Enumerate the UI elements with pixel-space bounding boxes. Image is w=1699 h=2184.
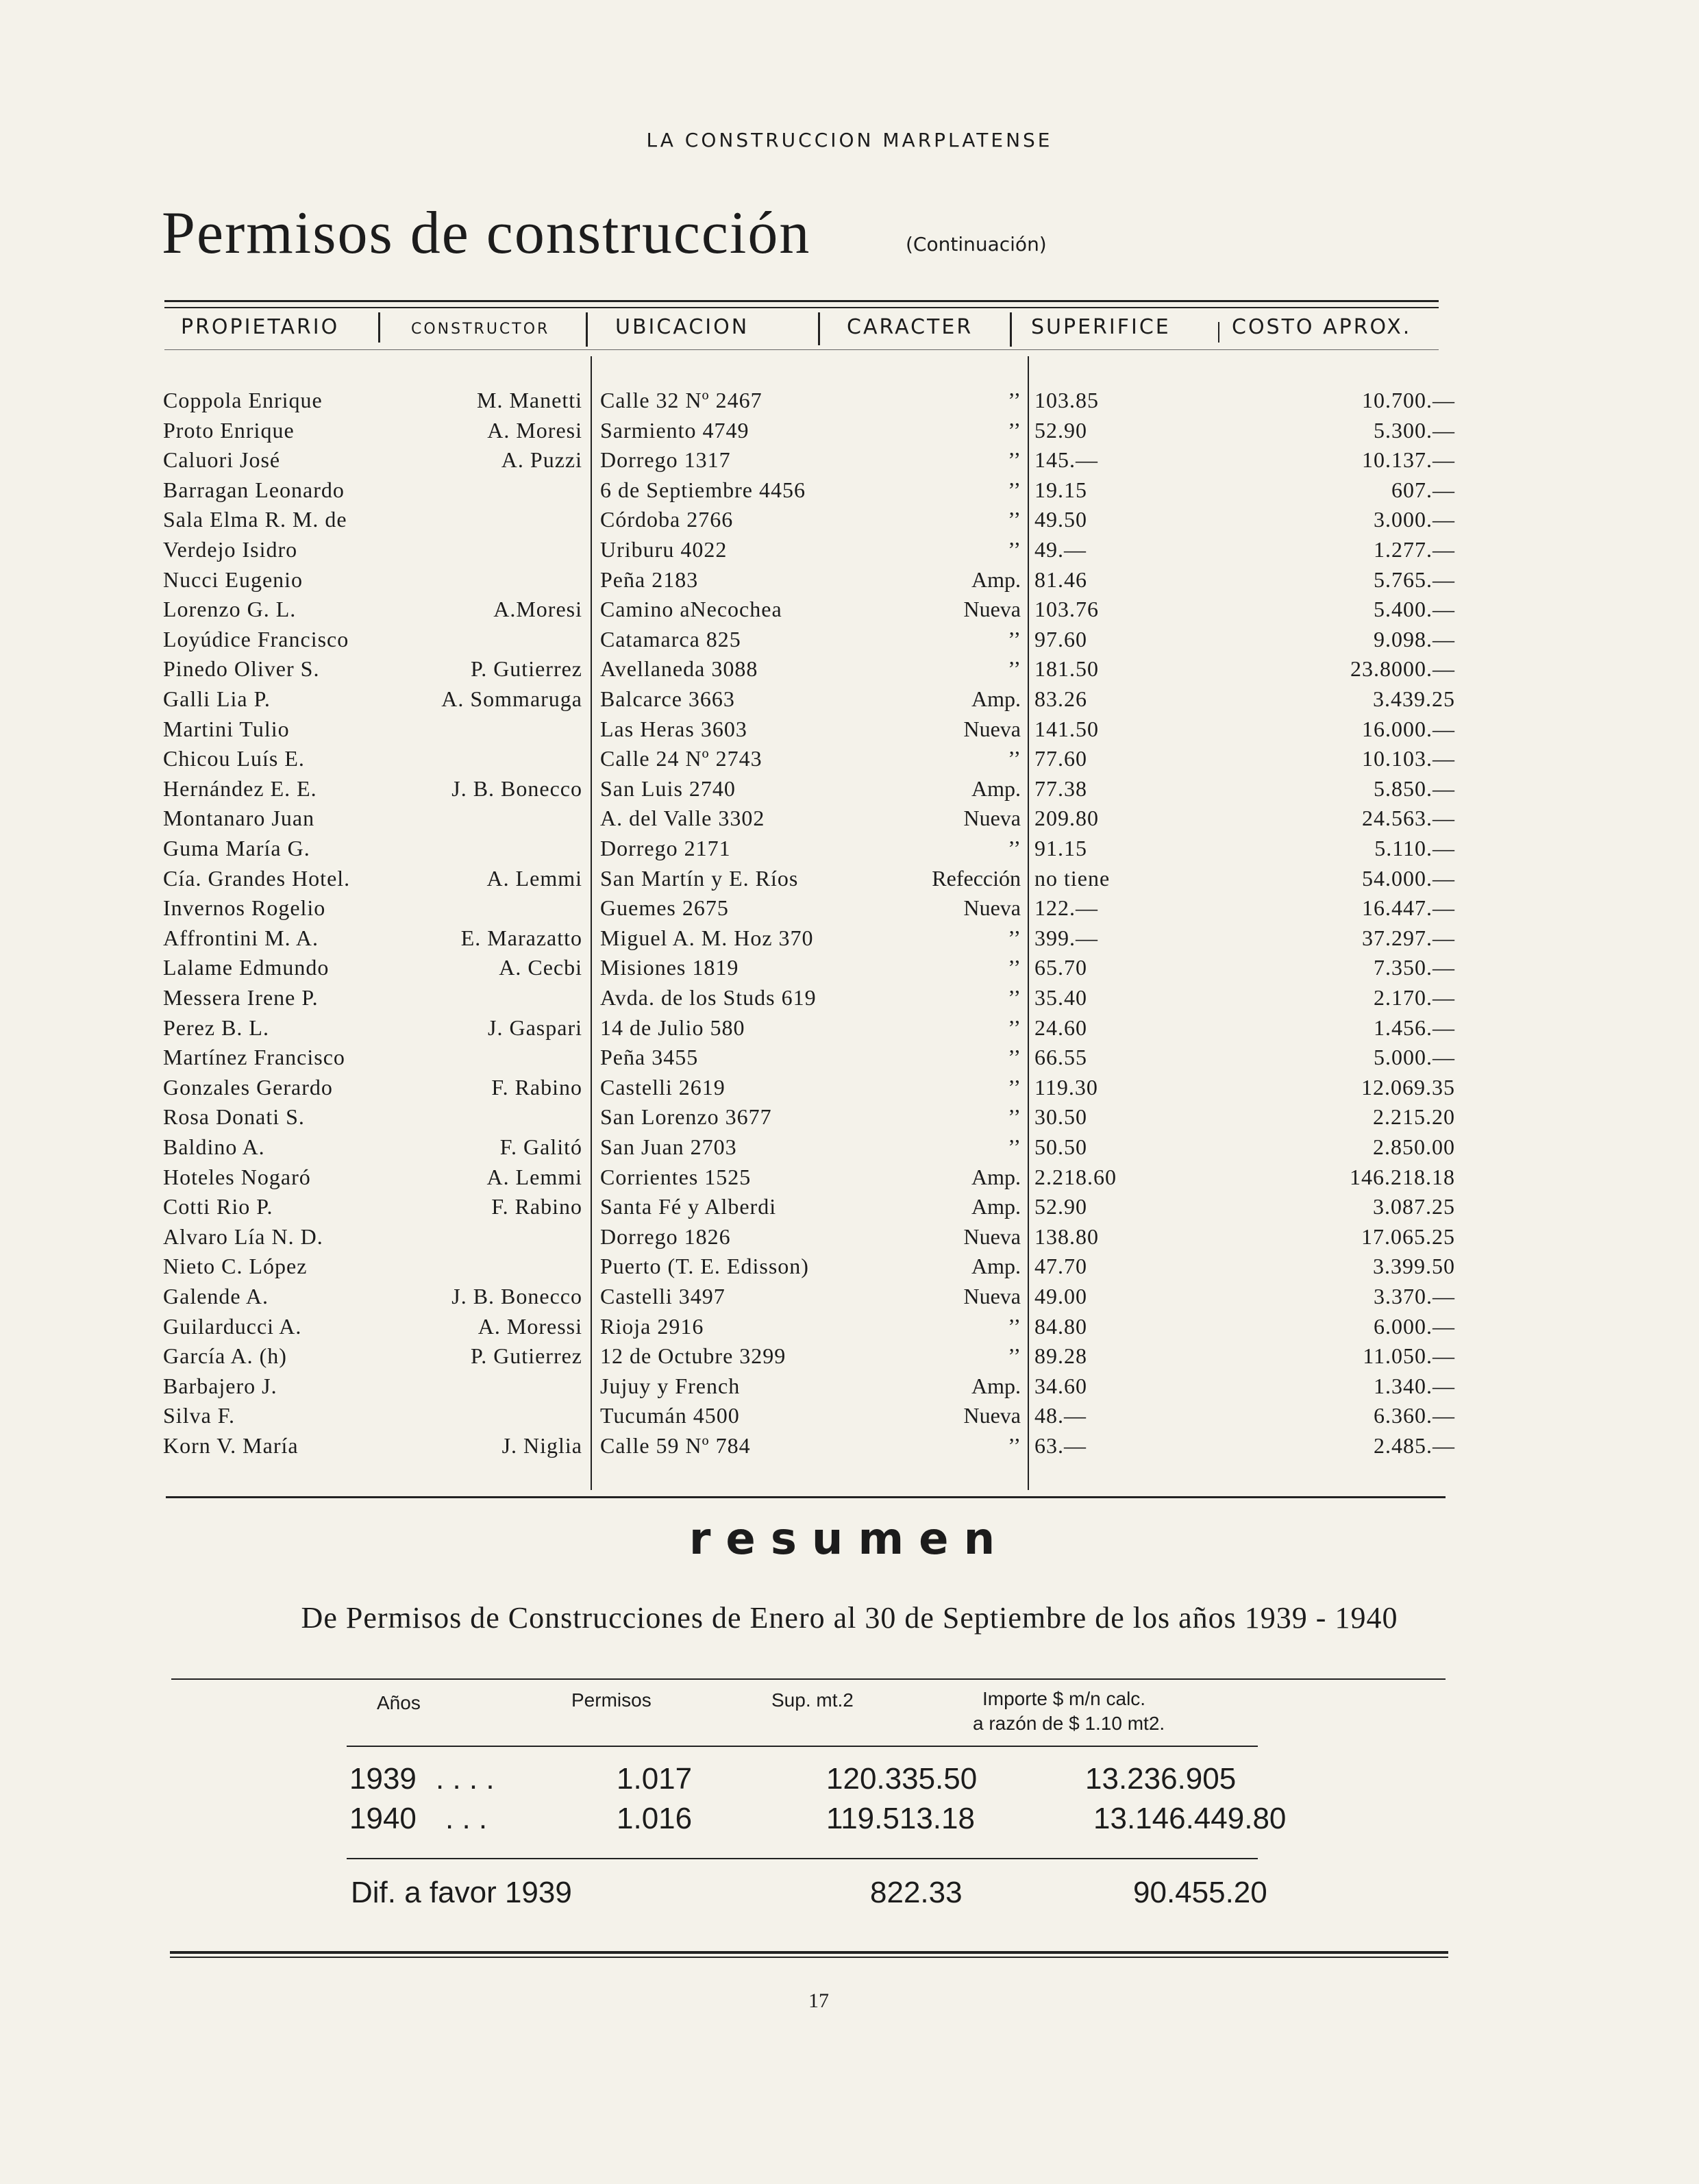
ubicacion-cell: San Juan 2703 [600,1134,737,1159]
costo-cell: 146.218.18 [1350,1164,1455,1189]
propietario-cell: Lorenzo G. L. [163,597,297,622]
superficie-cell: 83.26 [1034,686,1087,711]
caracter-cell: ’’ [1008,836,1021,860]
propietario-cell: Galende A. [163,1284,269,1308]
ubicacion-cell: Peña 2183 [600,567,699,592]
caracter-cell: Amp. [971,1373,1021,1398]
table-top-rule [164,300,1439,302]
table-top-rule-2 [164,307,1439,308]
constructor-cell: A.Moresi [493,597,582,622]
costo-cell: 607.— [1391,477,1455,502]
costo-cell: 17.065.25 [1361,1224,1455,1249]
resumen-diff-sup: 822.33 [870,1876,963,1909]
table-row [0,656,1699,686]
superficie-cell: 81.46 [1034,567,1087,592]
costo-cell: 10.103.— [1362,746,1455,771]
ubicacion-cell: Balcarce 3663 [600,686,735,711]
propietario-cell: Hernández E. E. [163,775,317,801]
page-title: Permisos de construcción [162,200,811,266]
propietario-cell: Gonzales Gerardo [163,1074,333,1100]
ubicacion-cell: Dorrego 2171 [600,836,731,860]
superficie-cell: 97.60 [1034,626,1087,652]
superficie-cell: 91.15 [1034,836,1087,860]
caracter-cell: ’’ [1008,388,1021,412]
propietario-cell: Baldino A. [163,1134,265,1159]
costo-cell: 24.563.— [1362,806,1455,831]
caracter-cell: Amp. [971,686,1021,711]
superficie-cell: 103.76 [1034,597,1099,622]
ubicacion-cell: Castelli 2619 [600,1074,726,1100]
superficie-cell: 103.85 [1034,388,1099,412]
ubicacion-cell: Dorrego 1826 [600,1224,731,1249]
costo-cell: 5.110.— [1374,836,1455,860]
costo-cell: 6.360.— [1374,1403,1455,1428]
column-header-caracter: CARACTER [847,315,973,339]
propietario-cell: Caluori José [163,447,281,473]
propietario-cell: Nieto C. López [163,1254,308,1279]
ubicacion-cell: Calle 32 Nº 2467 [600,388,762,412]
superficie-cell: 209.80 [1034,806,1099,831]
superficie-cell: 52.90 [1034,1194,1087,1219]
table-row [0,985,1699,1015]
propietario-cell: Alvaro Lía N. D. [163,1224,323,1249]
ubicacion-cell: Corrientes 1525 [600,1164,752,1189]
costo-cell: 1.456.— [1374,1015,1455,1040]
table-row [0,895,1699,925]
superficie-cell: 35.40 [1034,985,1087,1010]
ubicacion-cell: Uriburu 4022 [600,537,728,562]
table-row [0,1224,1699,1254]
propietario-cell: Nucci Eugenio [163,567,303,592]
superficie-cell: 66.55 [1034,1045,1087,1070]
caracter-cell: ’’ [1008,1433,1021,1458]
table-row [0,1374,1699,1403]
resumen-row-1940-sup: 119.513.18 [826,1802,975,1835]
ubicacion-cell: 12 de Octubre 3299 [600,1343,786,1369]
table-row [0,1165,1699,1194]
propietario-cell: Martínez Francisco [163,1045,345,1070]
costo-cell: 6.000.— [1374,1313,1455,1339]
superficie-cell: 77.60 [1034,746,1087,771]
superficie-cell: 50.50 [1034,1134,1087,1159]
table-row [0,418,1699,447]
table-row [0,567,1699,597]
costo-cell: 1.277.— [1374,537,1455,562]
superficie-cell: 2.218.60 [1034,1164,1117,1189]
table-row [0,477,1699,507]
ubicacion-cell: Rioja 2916 [600,1313,704,1339]
header-divider [378,312,380,343]
resumen-total-rule [347,1858,1258,1859]
resumen-header-rule [347,1746,1258,1747]
superficie-cell: 122.— [1034,895,1098,921]
header-divider [1010,312,1012,347]
caracter-cell: Nueva [963,1224,1021,1249]
resumen-bottom-rule [170,1951,1448,1954]
superficie-cell: 63.— [1034,1433,1087,1458]
constructor-cell: A. Moressi [478,1313,582,1339]
propietario-cell: Guma María G. [163,836,310,860]
table-row [0,1343,1699,1373]
caracter-cell: ’’ [1008,955,1021,980]
caracter-cell: ’’ [1008,537,1021,562]
table-row [0,717,1699,746]
caracter-cell: Nueva [963,895,1021,921]
superficie-cell: 52.90 [1034,417,1087,443]
table-row [0,806,1699,835]
caracter-cell: Amp. [971,1254,1021,1279]
constructor-cell: J. Gaspari [488,1015,582,1040]
caracter-cell: Amp. [971,567,1021,592]
propietario-cell: Guilarducci A. [163,1313,302,1339]
costo-cell: 3.087.25 [1373,1194,1455,1219]
ubicacion-cell: Sarmiento 4749 [600,417,749,443]
header-divider [586,312,588,347]
caracter-cell: ’’ [1008,985,1021,1010]
column-header-superfice: SUPERIFICE [1031,315,1171,339]
costo-cell: 3.000.— [1374,507,1455,532]
ubicacion-cell: A. del Valle 3302 [600,806,765,831]
propietario-cell: Rosa Donati S. [163,1104,305,1130]
table-row [0,447,1699,477]
constructor-cell: J. B. Bonecco [451,1284,582,1308]
propietario-cell: Martini Tulio [163,716,290,741]
column-header-constructor: CONSTRUCTOR [411,321,550,338]
resumen-header-sup: Sup. mt.2 [771,1689,854,1711]
page-subtitle: (Continuación) [906,233,1047,256]
table-row [0,1194,1699,1224]
caracter-cell: Amp. [971,1164,1021,1189]
caracter-cell: ’’ [1008,1015,1021,1040]
ubicacion-cell: Santa Fé y Alberdi [600,1194,777,1219]
resumen-row-1939-importe: 13.236.905 [1085,1762,1237,1796]
caracter-cell: ’’ [1008,1313,1021,1339]
superficie-cell: 49.50 [1034,507,1087,532]
superficie-cell: 30.50 [1034,1104,1087,1130]
superficie-cell: 77.38 [1034,775,1087,801]
table-row [0,1104,1699,1134]
table-row [0,597,1699,626]
superficie-cell: 47.70 [1034,1254,1087,1279]
costo-cell: 5.300.— [1374,417,1455,443]
costo-cell: 16.447.— [1362,895,1455,921]
constructor-cell: A. Puzzi [501,447,582,473]
propietario-cell: Pinedo Oliver S. [163,656,320,682]
costo-cell: 11.050.— [1363,1343,1455,1369]
table-row [0,627,1699,656]
caracter-cell: ’’ [1008,746,1021,771]
table-row [0,537,1699,567]
constructor-cell: F. Rabino [491,1194,582,1219]
table-row [0,1254,1699,1283]
resumen-header-importe: Importe $ m/n calc. [982,1688,1146,1709]
caracter-cell: ’’ [1008,1074,1021,1100]
ubicacion-cell: Camino aNecochea [600,597,782,622]
resumen-top-rule [171,1678,1446,1680]
resumen-row-1939-permisos: 1.017 [617,1762,693,1796]
ubicacion-cell: Jujuy y French [600,1373,741,1398]
table-row [0,955,1699,984]
resumen-row-1939-year: 1939 [349,1762,417,1796]
propietario-cell: Affrontini M. A. [163,925,319,950]
superficie-cell: 89.28 [1034,1343,1087,1369]
propietario-cell: Korn V. María [163,1433,299,1458]
superficie-cell: 181.50 [1034,656,1099,682]
table-row [0,1134,1699,1164]
propietario-cell: Coppola Enrique [163,388,323,412]
table-row [0,1015,1699,1045]
caracter-cell: Nueva [963,1284,1021,1308]
caracter-cell: Amp. [971,1194,1021,1219]
table-row [0,388,1699,417]
caracter-cell: ’’ [1008,626,1021,652]
superficie-cell: 49.— [1034,537,1087,562]
table-row [0,1314,1699,1343]
caracter-cell: Amp. [971,775,1021,801]
caracter-cell: ’’ [1008,507,1021,532]
costo-cell: 3.439.25 [1373,686,1455,711]
ubicacion-cell: Misiones 1819 [600,955,739,980]
costo-cell: 5.850.— [1374,775,1455,801]
ubicacion-cell: 14 de Julio 580 [600,1015,745,1040]
superficie-cell: 84.80 [1034,1313,1087,1339]
resumen-row-1940-dots: . . . [445,1802,488,1835]
constructor-cell: F. Rabino [491,1074,582,1100]
propietario-cell: Barragan Leonardo [163,477,345,502]
superficie-cell: 141.50 [1034,716,1099,741]
caracter-cell: Nueva [963,716,1021,741]
propietario-cell: Cía. Grandes Hotel. [163,865,351,891]
ubicacion-cell: Avda. de los Studs 619 [600,985,817,1010]
resumen-bottom-rule-2 [170,1957,1448,1958]
caracter-cell: ’’ [1008,656,1021,682]
ubicacion-cell: Calle 24 Nº 2743 [600,746,762,771]
costo-cell: 10.137.— [1362,447,1455,473]
ubicacion-cell: 6 de Septiembre 4456 [600,477,806,502]
constructor-cell: J. B. Bonecco [451,775,582,801]
superficie-cell: 49.00 [1034,1284,1087,1308]
table-row [0,1045,1699,1074]
propietario-cell: Galli Lia P. [163,686,271,711]
superficie-cell: 119.30 [1034,1074,1098,1100]
constructor-cell: A. Cecbi [499,955,582,980]
ubicacion-cell: Puerto (T. E. Edisson) [600,1254,809,1279]
constructor-cell: A. Lemmi [486,1164,582,1189]
superficie-cell: 34.60 [1034,1373,1087,1398]
table-row [0,836,1699,865]
costo-cell: 12.069.35 [1361,1074,1455,1100]
ubicacion-cell: Miguel A. M. Hoz 370 [600,925,814,950]
caracter-cell: ’’ [1008,1134,1021,1159]
ubicacion-cell: San Lorenzo 3677 [600,1104,772,1130]
constructor-cell: M. Manetti [477,388,582,412]
table-row [0,746,1699,775]
superficie-cell: 48.— [1034,1403,1087,1428]
costo-cell: 9.098.— [1374,626,1455,652]
ubicacion-cell: Peña 3455 [600,1045,699,1070]
propietario-cell: Barbajero J. [163,1373,277,1398]
constructor-cell: F. Galitó [499,1134,582,1159]
table-row [0,866,1699,895]
superficie-cell: no tiene [1034,865,1111,891]
ubicacion-cell: Calle 59 Nº 784 [600,1433,751,1458]
propietario-cell: Invernos Rogelio [163,895,326,921]
superficie-cell: 19.15 [1034,477,1087,502]
table-row [0,926,1699,955]
resumen-header-importe-note: a razón de $ 1.10 mt2. [973,1713,1165,1734]
constructor-cell: P. Gutierrez [470,656,582,682]
resumen-row-1939-sup: 120.335.50 [826,1762,978,1796]
resumen-row-1940-importe: 13.146.449.80 [1093,1802,1287,1835]
column-header-propietario: PROPIETARIO [181,315,340,339]
caracter-cell: ’’ [1008,477,1021,502]
ubicacion-cell: San Martín y E. Ríos [600,865,799,891]
resumen-subtitle: De Permisos de Construcciones de Enero al 30 de Septiembre de los años 1939 - 1940 [301,1601,1398,1635]
resumen-header-anos: Años [377,1692,421,1713]
table-row [0,1284,1699,1313]
propietario-cell: Verdejo Isidro [163,537,298,562]
column-header-ubicacion: UBICACION [615,315,749,339]
superficie-cell: 24.60 [1034,1015,1087,1040]
superficie-cell: 145.— [1034,447,1098,473]
table-row [0,507,1699,536]
caracter-cell: Refección [932,865,1021,891]
costo-cell: 2.215.20 [1373,1104,1455,1130]
costo-cell: 16.000.— [1362,716,1455,741]
resumen-row-1940-permisos: 1.016 [617,1802,693,1835]
caracter-cell: ’’ [1008,1343,1021,1369]
propietario-cell: Silva F. [163,1403,236,1428]
ubicacion-cell: Catamarca 825 [600,626,741,652]
propietario-cell: Hoteles Nogaró [163,1164,311,1189]
resumen-diff-importe: 90.455.20 [1133,1876,1267,1909]
caracter-cell: Nueva [963,806,1021,831]
caracter-cell: ’’ [1008,1045,1021,1070]
constructor-cell: A. Sommaruga [441,686,582,711]
superficie-cell: 138.80 [1034,1224,1099,1249]
ubicacion-cell: Castelli 3497 [600,1284,726,1308]
superficie-cell: 65.70 [1034,955,1087,980]
ubicacion-cell: San Luis 2740 [600,775,736,801]
costo-cell: 37.297.— [1362,925,1455,950]
caracter-cell: Nueva [963,1403,1021,1428]
propietario-cell: Messera Irene P. [163,985,319,1010]
superficie-cell: 399.— [1034,925,1098,950]
ubicacion-cell: Córdoba 2766 [600,507,734,532]
propietario-cell: Lalame Edmundo [163,955,330,980]
propietario-cell: Sala Elma R. M. de [163,507,347,532]
ubicacion-cell: Dorrego 1317 [600,447,731,473]
running-head: LA CONSTRUCCION MARPLATENSE [646,129,1053,151]
constructor-cell: J. Niglia [501,1433,582,1458]
caracter-cell: ’’ [1008,447,1021,473]
constructor-cell: A. Lemmi [486,865,582,891]
header-divider [818,312,820,345]
costo-cell: 3.399.50 [1373,1254,1455,1279]
resumen-header-permisos: Permisos [571,1689,652,1711]
ubicacion-cell: Tucumán 4500 [600,1403,740,1428]
costo-cell: 5.400.— [1374,597,1455,622]
header-bottom-rule [164,349,1439,350]
propietario-cell: Cotti Rio P. [163,1194,273,1219]
table-row [0,1433,1699,1463]
propietario-cell: Chicou Luís E. [163,746,305,771]
costo-cell: 5.765.— [1374,567,1455,592]
costo-cell: 2.850.00 [1373,1134,1455,1159]
table-row [0,686,1699,716]
caracter-cell: ’’ [1008,925,1021,950]
constructor-cell: P. Gutierrez [470,1343,582,1369]
costo-cell: 7.350.— [1374,955,1455,980]
constructor-cell: A. Moresi [487,417,582,443]
costo-cell: 3.370.— [1374,1284,1455,1308]
caracter-cell: Nueva [963,597,1021,622]
costo-cell: 23.8000.— [1350,656,1455,682]
constructor-cell: E. Marazatto [460,925,582,950]
table-row [0,776,1699,806]
table-row [0,1075,1699,1104]
page-number: 17 [808,1989,829,2012]
ubicacion-cell: Las Heras 3603 [600,716,747,741]
resumen-title: resumen [689,1514,1010,1565]
column-header-costo: COSTO APROX. [1232,315,1412,339]
ubicacion-cell: Avellaneda 3088 [600,656,758,682]
propietario-cell: Proto Enrique [163,417,295,443]
resumen-row-1939-dots: . . . . [436,1762,495,1796]
caracter-cell: ’’ [1008,417,1021,443]
costo-cell: 2.170.— [1374,985,1455,1010]
resumen-row-1940-year: 1940 [349,1802,417,1835]
ubicacion-cell: Guemes 2675 [600,895,729,921]
propietario-cell: García A. (h) [163,1343,287,1369]
caracter-cell: ’’ [1008,1104,1021,1130]
propietario-cell: Perez B. L. [163,1015,269,1040]
costo-cell: 5.000.— [1374,1045,1455,1070]
resumen-diff-label: Dif. a favor 1939 [351,1876,572,1909]
costo-cell: 54.000.— [1362,865,1455,891]
table-row [0,1403,1699,1432]
propietario-cell: Montanaro Juan [163,806,315,831]
header-divider [1218,322,1219,343]
costo-cell: 2.485.— [1374,1433,1455,1458]
propietario-cell: Loyúdice Francisco [163,626,349,652]
table-bottom-rule [166,1496,1446,1498]
costo-cell: 10.700.— [1362,388,1455,412]
costo-cell: 1.340.— [1374,1373,1455,1398]
